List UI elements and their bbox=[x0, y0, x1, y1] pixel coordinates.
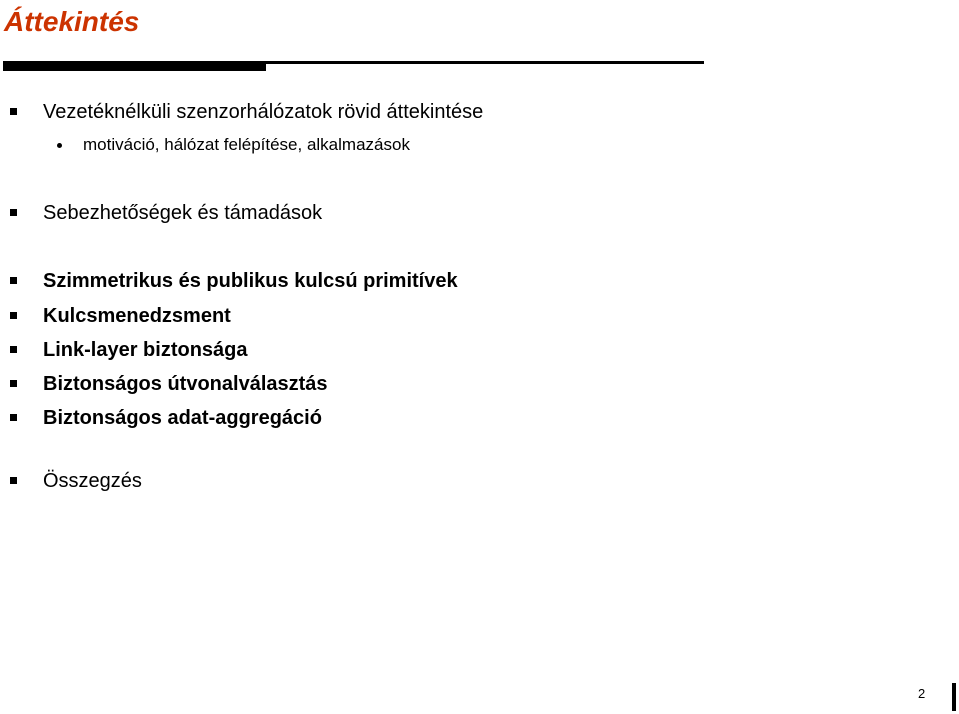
square-bullet-icon bbox=[10, 346, 17, 353]
list-item-text: Kulcsmenedzsment bbox=[43, 305, 231, 327]
square-bullet-icon bbox=[10, 277, 17, 284]
slide-title: Áttekintés bbox=[4, 6, 140, 37]
list-item-text: motiváció, hálózat felépítése, alkalmazások bbox=[83, 135, 410, 154]
square-bullet-icon bbox=[10, 209, 17, 216]
list-item-text: Sebezhetőségek és támadások bbox=[43, 202, 323, 224]
square-bullet-icon bbox=[10, 477, 17, 484]
title-underline-thin bbox=[266, 61, 704, 64]
square-bullet-icon bbox=[10, 108, 17, 115]
list-item-text: Biztonságos adat-aggregáció bbox=[43, 407, 322, 429]
list-item-text: Szimmetrikus és publikus kulcsú primitívek bbox=[43, 270, 458, 292]
round-bullet-icon bbox=[57, 143, 62, 148]
list-item-text: Összegzés bbox=[43, 470, 142, 492]
list-item-text: Biztonságos útvonalválasztás bbox=[43, 373, 328, 395]
list-item-text: Vezetéknélküli szenzorhálózatok rövid áttekintése bbox=[43, 101, 484, 123]
square-bullet-icon bbox=[10, 380, 17, 387]
square-bullet-icon bbox=[10, 414, 17, 421]
list-item-text: Link-layer biztonsága bbox=[43, 339, 248, 361]
title-underline-thick bbox=[3, 61, 266, 71]
corner-mark bbox=[952, 683, 956, 711]
square-bullet-icon bbox=[10, 312, 17, 319]
page-number: 2 bbox=[918, 686, 926, 701]
